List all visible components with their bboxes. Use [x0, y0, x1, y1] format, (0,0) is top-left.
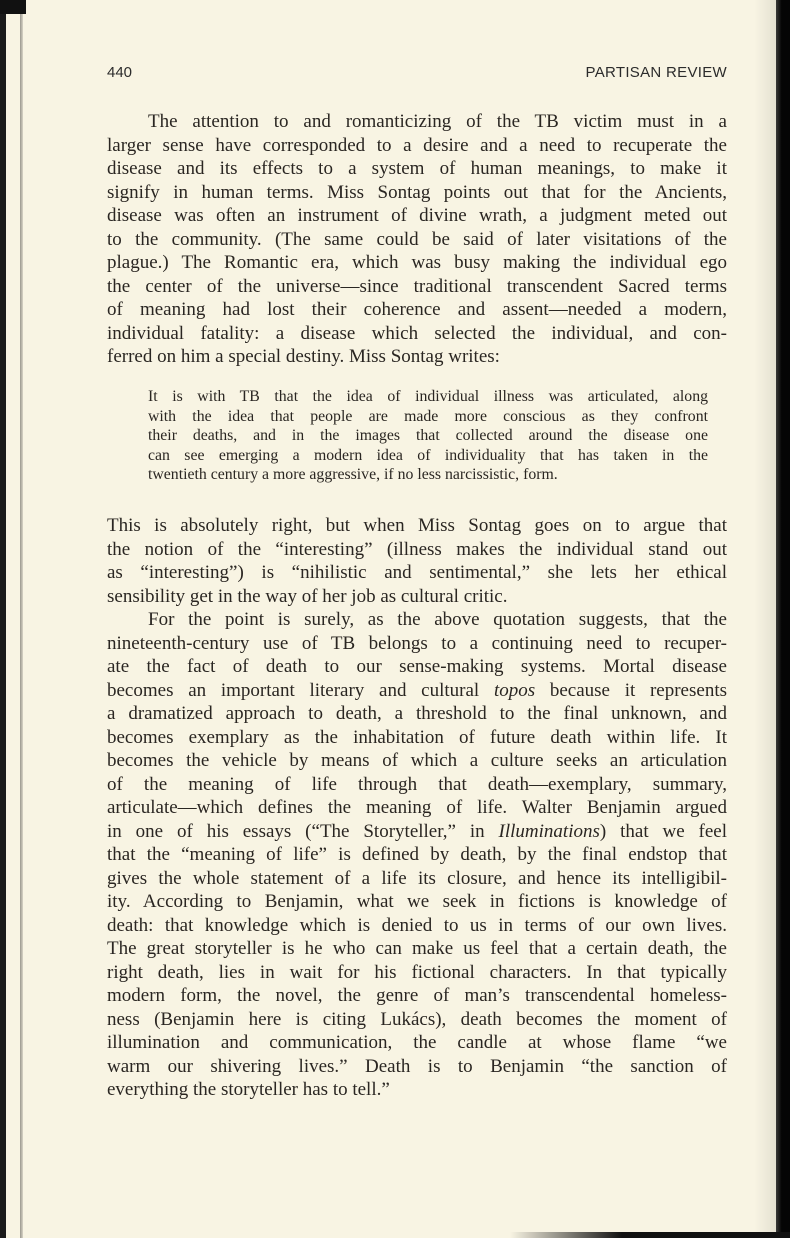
- text-line: as “interesting”) is “nihilistic and sentimental,” she lets her ethical: [107, 562, 727, 583]
- italic-text: Illuminations: [498, 820, 600, 842]
- scan-edge-left: [0, 0, 6, 1238]
- text-line: the notion of the “interesting” (illness makes the individual stand out: [107, 538, 727, 560]
- text-line: ness (Benjamin here is citing Lukács), death becomes the moment of: [107, 1008, 727, 1030]
- text-line: everything the storyteller has to tell.”: [107, 1079, 390, 1100]
- text-line: plague.) The Romantic era, which was busy making the individual ego: [107, 252, 727, 273]
- text-line: nineteenth-century use of TB belongs to a continuing need to recuper-: [107, 632, 727, 654]
- scan-edge-corner: [0, 0, 26, 14]
- text-line: signify in human terms. Miss Sontag points out that for the Ancients,: [107, 181, 727, 203]
- italic-text: topos: [493, 679, 536, 701]
- quote-line: can see emerging a modern idea of individuality that has taken in the: [148, 446, 708, 464]
- text-line: of meaning had lost their coherence and assent—needed a modern,: [107, 299, 727, 320]
- text-line: ferred on him a special destiny. Miss Sontag writes:: [107, 346, 500, 367]
- block-quote: [148, 387, 708, 485]
- text-line: [107, 679, 727, 703]
- text-line: that the “meaning of life” is defined by death, by the final endstop that: [107, 844, 727, 865]
- text-line: sensibility get in the way of her job as cultural critic.: [107, 585, 508, 607]
- text-line: ate the fact of death to our sense-making systems. Mortal disease: [107, 656, 727, 677]
- text-line: disease and its effects to a system of human meanings, to make it: [107, 158, 727, 179]
- text-line: right death, lies in wait for his fictional characters. In that typically: [107, 961, 727, 983]
- text-line: The great storyteller is he who can make us feel that a certain death, the: [107, 938, 727, 959]
- page-edge-shadow: [754, 0, 776, 1238]
- text-span: becomes an important literary and cultural: [107, 679, 494, 701]
- text-line: ity. According to Benjamin, what we seek in fictions is knowledge of: [107, 891, 727, 912]
- journal-title: PARTISAN REVIEW: [585, 64, 727, 81]
- text-line: This is absolutely right, but when Miss Sontag goes on to argue that: [107, 515, 727, 536]
- text-line: disease was often an instrument of divine wrath, a judgment meted out: [107, 205, 727, 226]
- text-line: gives the whole statement of a life its closure, and hence its intelligibil-: [107, 867, 727, 889]
- text-line: warm our shivering lives.” Death is to Benjamin “the sanction of: [107, 1055, 727, 1077]
- running-head: [107, 64, 727, 86]
- quote-line: with the idea that people are made more conscious as they confront: [148, 407, 708, 425]
- page-gutter-line: [20, 14, 23, 1238]
- text-line: becomes the vehicle by means of which a culture seeks an articulation: [107, 750, 727, 771]
- paragraph-3: [107, 608, 727, 1102]
- text-line: [107, 820, 727, 844]
- scan-edge-bottom: [510, 1232, 790, 1238]
- text-line: death: that knowledge which is denied to us in terms of our own lives.: [107, 914, 727, 936]
- text-line: individual fatality: a disease which selected the individual, and con-: [107, 322, 727, 344]
- text-line: becomes exemplary as the inhabitation of future death within life. It: [107, 726, 727, 748]
- text-line: For the point is surely, as the above quotation suggests, that the: [148, 609, 727, 630]
- scan-edge-right: [776, 0, 790, 1238]
- text-line: illumination and communication, the candle at whose flame “we: [107, 1032, 727, 1053]
- paragraph-2: [107, 514, 727, 608]
- quote-line: their deaths, and in the images that collected around the disease one: [148, 427, 708, 444]
- text-line: articulate—which defines the meaning of life. Walter Benjamin argued: [107, 797, 727, 818]
- text-line: modern form, the novel, the genre of man’s transcendental homeless-: [107, 985, 727, 1006]
- quote-line: twentieth century a more aggressive, if no less narcissistic, form.: [148, 466, 558, 483]
- text-line: the center of the universe—since traditional transcendent Sacred terms: [107, 275, 727, 297]
- text-line: a dramatized approach to death, a threshold to the final unknown, and: [107, 703, 727, 724]
- text-line: of the meaning of life through that death—exemplary, summary,: [107, 773, 727, 795]
- text-span: in one of his essays (“The Storyteller,” in: [107, 820, 499, 842]
- quote-line: It is with TB that the idea of individual illness was articulated, along: [148, 388, 708, 405]
- page-number: 440: [107, 64, 133, 81]
- text-line: to the community. (The same could be said of later visitations of the: [107, 228, 727, 250]
- text-span: ) that we feel: [599, 820, 727, 842]
- paragraph-1: [107, 110, 727, 369]
- text-span: because it represents: [535, 679, 727, 701]
- text-line: larger sense have corresponded to a desire and a need to recuperate the: [107, 134, 727, 156]
- text-line: The attention to and romanticizing of the TB victim must in a: [148, 111, 727, 132]
